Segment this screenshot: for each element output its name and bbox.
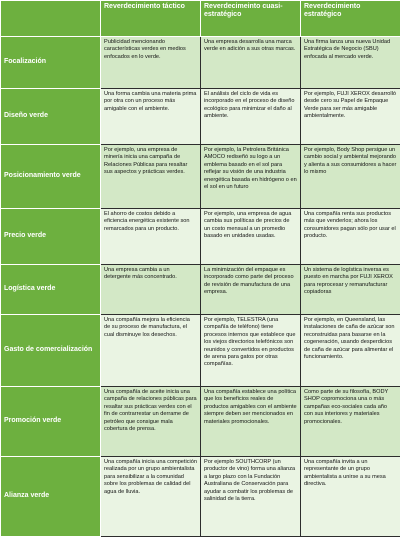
cell-quasi-strategic: Por ejemplo SOUTHCORP (un productor de vino) forma una alianza a largo plazo con la Fundación Australiana de Conservación para ayudar a combatir los problemas de salinidad de la tierra. (201, 457, 301, 537)
header-row (1, 1, 400, 37)
cell-tactical: Una compañía de aceite inicia una campaña de relaciones públicas para resaltar sus prácticas verdes con el fin de contrarrestar un derrame de petróleo que consigue mala cobertura de prensa. (101, 387, 201, 457)
cell-quasi-strategic: La minimización del empaque es incorporado como parte del proceso de revisión de manufactura de una empresa. (201, 265, 301, 315)
table-row (1, 37, 400, 89)
cell-tactical: Una forma cambia una materia prima por otra con un proceso más amigable con el ambiente. (101, 89, 201, 145)
cell-strategic: Como parte de su filosofía, BODY SHOP copromociona una o más campañas eco-sociales cada año con sus interiores y materiales promocionales. (301, 387, 400, 457)
table-row (1, 265, 400, 315)
cell-quasi-strategic: Por ejemplo, una empresa de agua cambia sus políticas de precios de un costo mensual a un promedio basado en unidades usadas. (201, 209, 301, 265)
cell-quasi-strategic: Una compañía establece una política que los beneficios reales de productos amigables con el ambiente siempre deben ser mencionados en materiales promocionales. (201, 387, 301, 457)
header-tactical: Reverdecimiento táctico (101, 1, 201, 37)
table-row (1, 387, 400, 457)
cell-quasi-strategic: El análisis del ciclo de vida es incorporado en el proceso de diseño ecológico para minimizar el daño al ambiente. (201, 89, 301, 145)
cell-tactical: El ahorro de costos debido a eficiencia energética existente son remarcados para un producto. (101, 209, 201, 265)
cell-tactical: Una compañía inicia una competición realizada por un grupo ambientalista para sensibilizar a la comunidad sobre los problemas de calidad del agua de lluvia. (101, 457, 201, 537)
header-quasi-strategic: Reverdecimeinto cuasi-estratégico (201, 1, 301, 37)
cell-strategic: Una compañía renta sus productos más que venderlos; ahora los consumidores pagan sólo por usar el producto. (301, 209, 400, 265)
row-label: Precio verde (1, 209, 101, 265)
cell-strategic: Una firma lanza una nueva Unidad Estratégica de Negocio (SBU) enfocada al mercado verde. (301, 37, 400, 89)
table-row (1, 89, 400, 145)
table-row (1, 145, 400, 209)
table-row (1, 315, 400, 387)
row-label: Diseño verde (1, 89, 101, 145)
table-row (1, 209, 400, 265)
cell-tactical: Una empresa cambia a un detergente más concentrado. (101, 265, 201, 315)
table-row (1, 457, 400, 537)
cell-tactical: Publicidad mencionando características verdes en medios enfocados en lo verde. (101, 37, 201, 89)
row-label: Gasto de comercialización (1, 315, 101, 387)
cell-strategic: Un sistema de logística inversa es puesto en marcha por FUJI XEROX para reprocesar y remanufacturar copiadoras (301, 265, 400, 315)
row-label: Logística verde (1, 265, 101, 315)
row-label: Alianza verde (1, 457, 101, 537)
cell-strategic: Por ejemplo, Body Shop persigue un cambio social y ambiental mejorando y alienta a sus consumidores a hacer lo mismo (301, 145, 400, 209)
cell-quasi-strategic: Una empresa desarrolla una marca verde en adición a sus otras marcas. (201, 37, 301, 89)
header-strategic: Reverdecimiento estratégico (301, 1, 400, 37)
row-label: Promoción verde (1, 387, 101, 457)
cell-strategic: Por ejemplo, en Queensland, las instalaciones de caña de azúcar son reconstruidas para basarse en la cogeneración, usando desperdicios de caña de azúcar para alimentar el funcionamiento. (301, 315, 400, 387)
cell-strategic: Por ejemplo, FUJI XEROX desarrolló desde cero su Papel de Empaque Verde para ser más amigable ambientalmente. (301, 89, 400, 145)
cell-quasi-strategic: Por ejemplo, TELESTRA (una compañía de teléfono) tiene procesos internos que establece que los viejos directorios telefónicos son reunidos y convertidos en productos de arena para gatos por otras compañías. (201, 315, 301, 387)
row-label: Posicionamiento verde (1, 145, 101, 209)
cell-tactical: Por ejemplo, una empresa de minería inicia una campaña de Relaciones Públicas para resaltar sus aspectos y prácticas verdes. (101, 145, 201, 209)
header-corner (1, 1, 101, 37)
cell-quasi-strategic: Por ejemplo, la Petrolera Británica AMOCO rediseñó su logo a un emblema basado en el sol para reflejar su visión de una industria energética basada en hidrógeno o en el sol en un futuro (201, 145, 301, 209)
row-label: Focalización (1, 37, 101, 89)
cell-tactical: Una compañía mejora la eficiencia de su proceso de manufactura, el cual disminuye los desechos. (101, 315, 201, 387)
cell-strategic: Una compañía invita a un representante de un grupo ambientalista a unirse a su mesa directiva. (301, 457, 400, 537)
